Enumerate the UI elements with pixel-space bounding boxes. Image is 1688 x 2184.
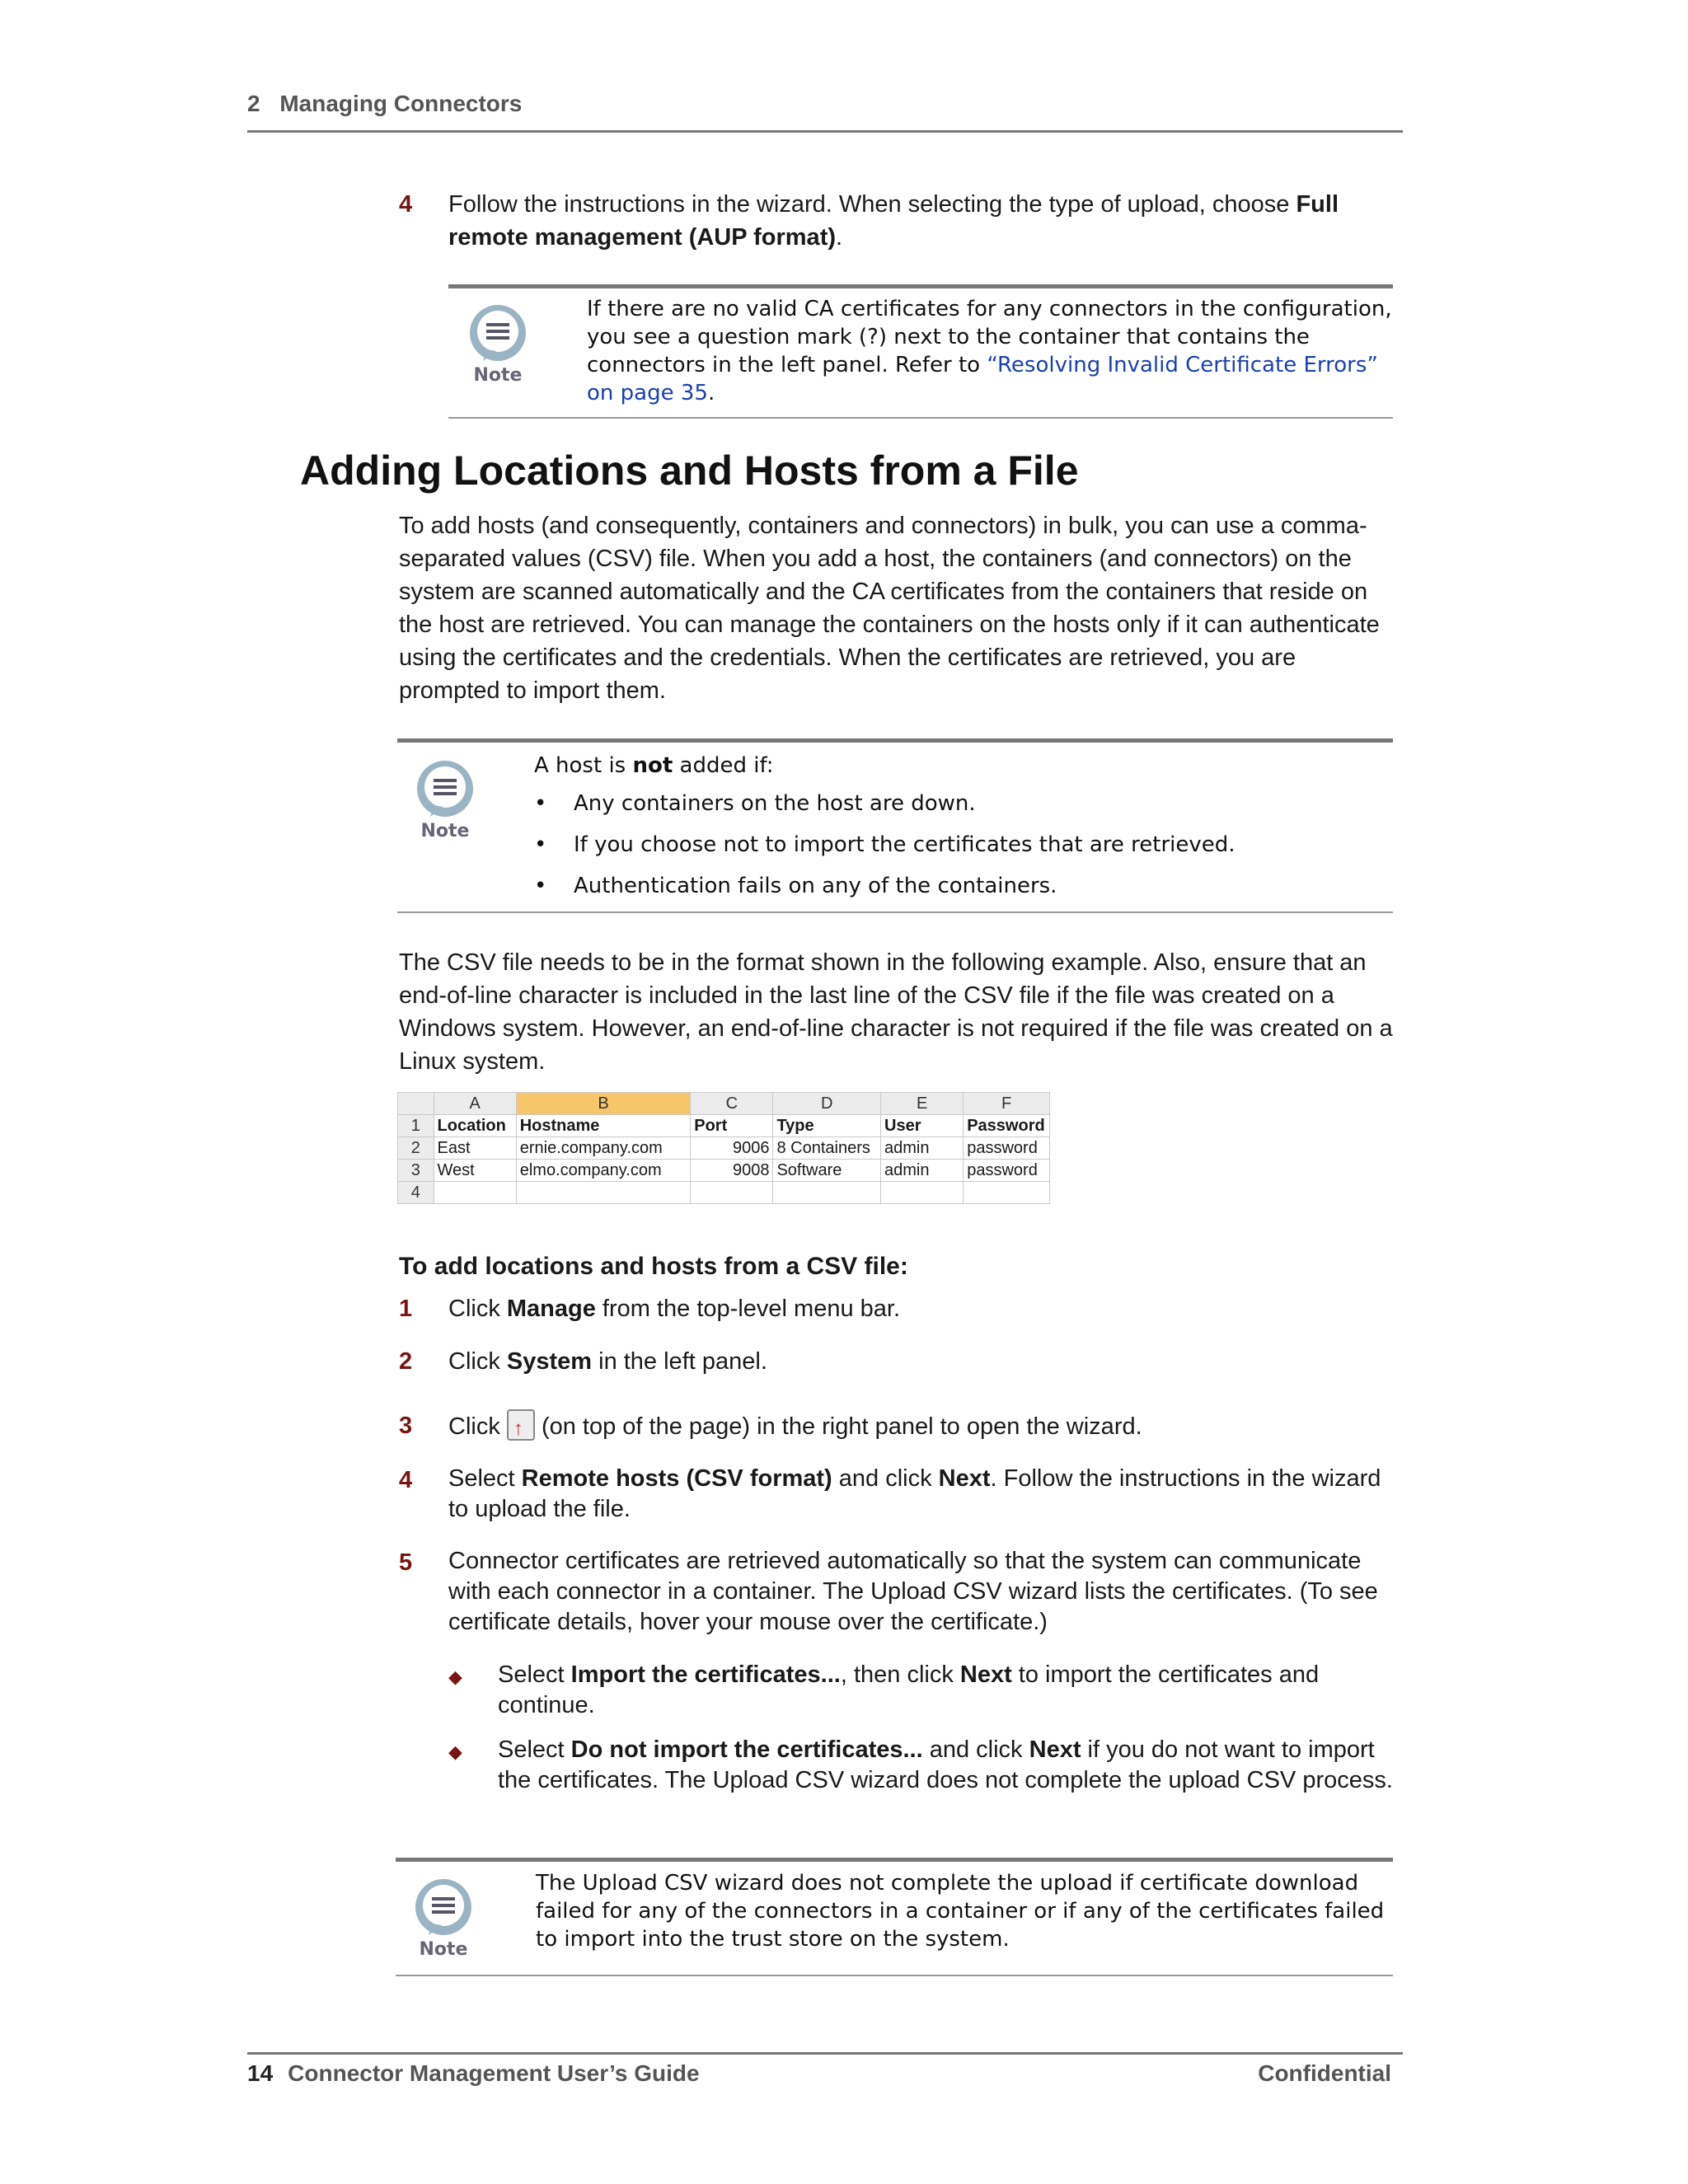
footer-rule [247, 2052, 1403, 2055]
note-bottom-rule [396, 1975, 1393, 1976]
note-bullet-list [534, 790, 1391, 900]
csv-paragraph: The CSV file needs to be in the format shown in the following example. Also, ensure that an end-of-line character is included in the last line of the CSV file if the file was created on a Windows system. However, an end-of-line character is not required if the file was created on a Linux system. [399, 949, 1393, 1075]
note-top-rule [396, 1858, 1393, 1862]
note-icon [407, 1872, 481, 1963]
note-bottom-rule [397, 912, 1393, 913]
diamond-bullet-icon: ◆ [448, 1741, 462, 1762]
step-text: Select Remote hosts (CSV format) and click Next. Follow the instructions in the wizard to upload the file. [448, 1465, 1381, 1522]
svg-text:Note: Note [419, 1939, 468, 1960]
corner-cell [398, 1093, 434, 1115]
column-header: A [434, 1093, 516, 1115]
page-header [247, 91, 522, 117]
step-number: 4 [399, 191, 413, 218]
header-rule [247, 130, 1403, 133]
note-text: The Upload CSV wizard does not complete the upload if certificate download failed for any of the connectors in a container or if any of the certificates failed to import into the trust store on the system. [536, 1871, 1385, 1952]
step-text: Click Manage from the top-level menu bar. [448, 1296, 901, 1322]
chapter-title: Managing Connectors [279, 91, 523, 116]
csv-example-spreadsheet [397, 1092, 1050, 1204]
column-header: C [691, 1093, 773, 1115]
procedure-title: To add locations and hosts from a CSV file: [399, 1253, 908, 1280]
table-row: 4 [398, 1182, 1050, 1204]
cross-reference-link[interactable]: “Resolving Invalid Certificate Errors” on page 35 [587, 353, 1378, 405]
step-text: Click System in the left panel. [448, 1348, 767, 1375]
section-heading: Adding Locations and Hosts from a File [300, 448, 1079, 494]
column-header: B [516, 1093, 691, 1115]
note-text: If there are no valid CA certificates for any connectors in the configuration, you see a question mark (?) next to the container that contains the connectors in the left panel. Refer to “Resolving Invalid Certificate Errors” on page 35. [587, 297, 1392, 405]
list-item: • If you choose not to import the certificates that are retrieved. [534, 832, 1236, 857]
column-header-row [398, 1093, 1050, 1115]
upload-icon[interactable]: ↑ [507, 1409, 535, 1441]
table-row: 1 Location Hostname Port Type User Password [398, 1115, 1050, 1137]
diamond-bullet-icon: ◆ [448, 1666, 462, 1687]
step-number: 3 [399, 1413, 413, 1439]
sub-step-text: Select Import the certificates..., then click Next to import the certificates and continue. [498, 1661, 1320, 1718]
step-text: Click ↑ (on top of the page) in the right panel to open the wizard. [448, 1409, 1396, 1443]
chapter-number: 2 [247, 91, 260, 116]
table-row: 2 East ernie.company.com 9006 8 Containers admin password [398, 1137, 1050, 1160]
step-text: Follow the instructions in the wizard. When selecting the type of upload, choose Full remote management (AUP format). [448, 191, 1339, 251]
intro-paragraph: To add hosts (and consequently, containers and connectors) in bulk, you can use a comma-separated values (CSV) file. When you add a host, the containers (and connectors) on the system are scanned automatically and the CA certificates from the containers that reside on the host are retrieved. You can manage the containers on the hosts only if it can authenticate using the certificates and the credentials. When the certificates are retrieved, you are prompted to import them. [399, 513, 1380, 704]
page-footer [247, 2060, 700, 2087]
page-number: 14 [247, 2060, 274, 2086]
confidential-label: Confidential [1258, 2060, 1391, 2086]
table-row: 3 West elmo.company.com 9008 Software admin password [398, 1160, 1050, 1182]
note-top-rule [397, 738, 1393, 743]
note-bottom-rule [448, 417, 1393, 419]
svg-text:Note: Note [473, 365, 523, 386]
step-text: Connector certificates are retrieved automatically so that the system can communicate with each connector in a container. The Upload CSV wizard lists the certificates. (To see certificate details, hover your mouse over the certificate.) [448, 1548, 1378, 1635]
sub-step-text: Select Do not import the certificates... and click Next if you do not want to import the certificates. The Upload CSV wizard does not complete the upload CSV process. [498, 1736, 1393, 1793]
column-header: D [773, 1093, 881, 1115]
note-icon [409, 754, 483, 845]
step-number: 1 [399, 1296, 413, 1322]
step-number: 4 [399, 1467, 413, 1493]
note-icon [462, 298, 536, 389]
list-item: • Authentication fails on any of the containers. [534, 874, 1057, 898]
note-top-rule [448, 284, 1393, 288]
note-text [534, 752, 1391, 900]
note-lead: A host is not added if: [534, 753, 774, 778]
column-header: E [881, 1093, 964, 1115]
svg-text:Note: Note [420, 821, 470, 841]
document-title: Connector Management User’s Guide [288, 2060, 700, 2086]
column-header: F [964, 1093, 1050, 1115]
list-item: • Any containers on the host are down. [534, 791, 976, 816]
step-number: 5 [399, 1549, 413, 1576]
step-number: 2 [399, 1348, 413, 1375]
